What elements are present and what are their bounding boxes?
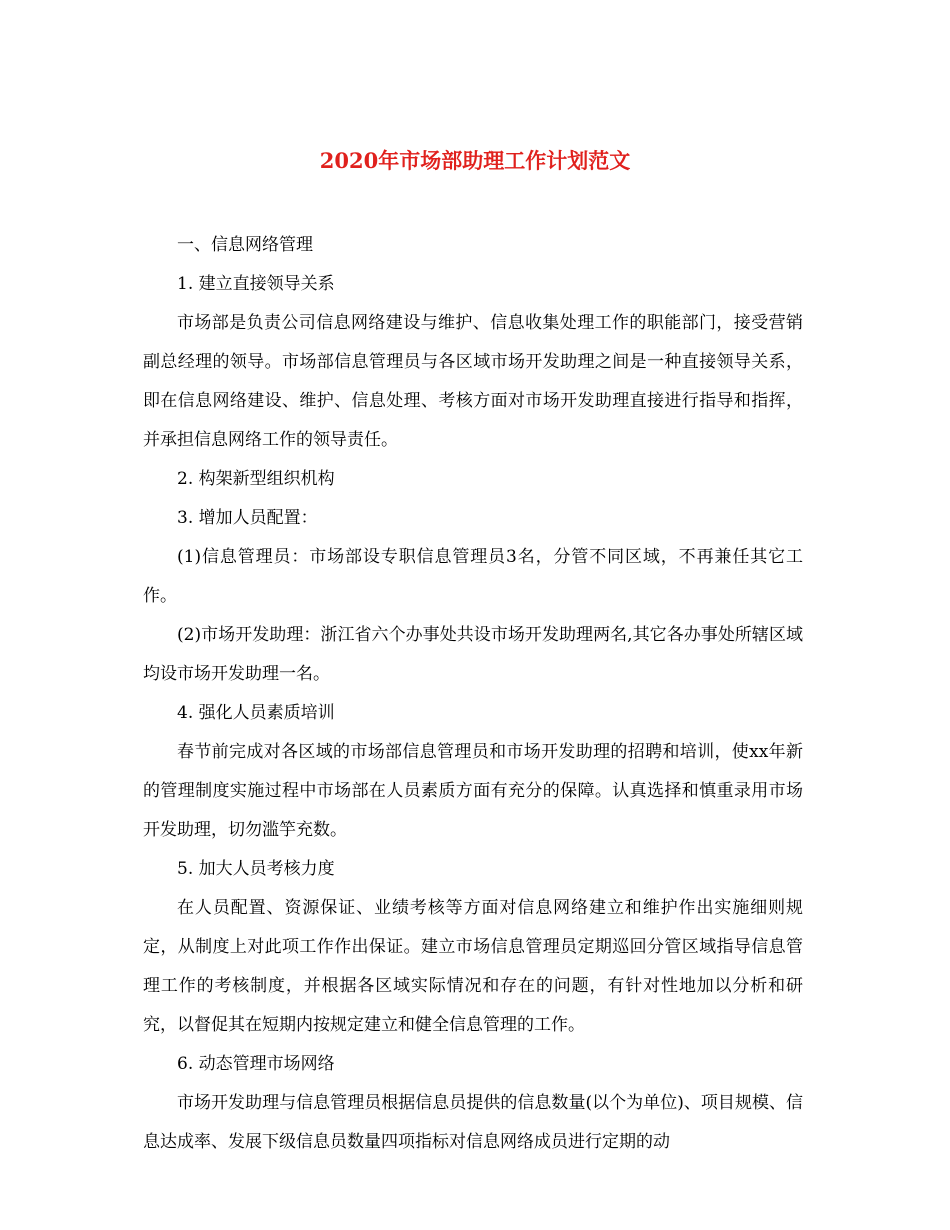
- paragraph-info-manager: (1)信息管理员：市场部设专职信息管理员3名，分管不同区域，不再兼任其它工作。: [143, 547, 803, 606]
- subheading-training: 4. 强化人员素质培训: [177, 703, 335, 723]
- document-title: 2020年市场部助理工作计划范文: [319, 148, 631, 173]
- paragraph-market-assistant: (2)市场开发助理：浙江省六个办事处共设市场开发助理两名,其它各办事处所辖区域均设市场开发助理一名。: [143, 625, 803, 684]
- section-heading-info-network: 一、信息网络管理: [177, 235, 313, 255]
- document-body: [143, 226, 803, 1162]
- subheading-dynamic-management: 6. 动态管理市场网络: [177, 1054, 335, 1074]
- paragraph-dynamic-management: 市场开发助理与信息管理员根据信息员提供的信息数量(以个为单位)、项目规模、信息达成率、发展下级信息员数量四项指标对信息网络成员进行定期的动: [143, 1093, 803, 1152]
- subheading-assessment: 5. 加大人员考核力度: [177, 859, 335, 879]
- paragraph-training: 春节前完成对各区域的市场部信息管理员和市场开发助理的招聘和培训，使xx年新的管理制度实施过程中市场部在人员素质方面有充分的保障。认真选择和慎重录用市场开发助理，切勿滥竽充数。: [143, 742, 803, 840]
- paragraph-leadership-relation: 市场部是负责公司信息网络建设与维护、信息收集处理工作的职能部门，接受营销副总经理的领导。市场部信息管理员与各区域市场开发助理之间是一种直接领导关系，即在信息网络建设、维护、信息处理、考核方面对市场开发助理直接进行指导和指挥，并承担信息网络工作的领导责任。: [143, 313, 803, 450]
- subheading-organization: 2. 构架新型组织机构: [177, 469, 335, 489]
- subheading-direct-leadership: 1. 建立直接领导关系: [177, 274, 335, 294]
- paragraph-assessment: 在人员配置、资源保证、业绩考核等方面对信息网络建立和维护作出实施细则规定，从制度上对此项工作作出保证。建立市场信息管理员定期巡回分管区域指导信息管理工作的考核制度，并根据各区域实际情况和存在的问题，有针对性地加以分析和研究，以督促其在短期内按规定建立和健全信息管理的工作。: [143, 898, 803, 1035]
- subheading-staffing: 3. 增加人员配置：: [177, 508, 318, 528]
